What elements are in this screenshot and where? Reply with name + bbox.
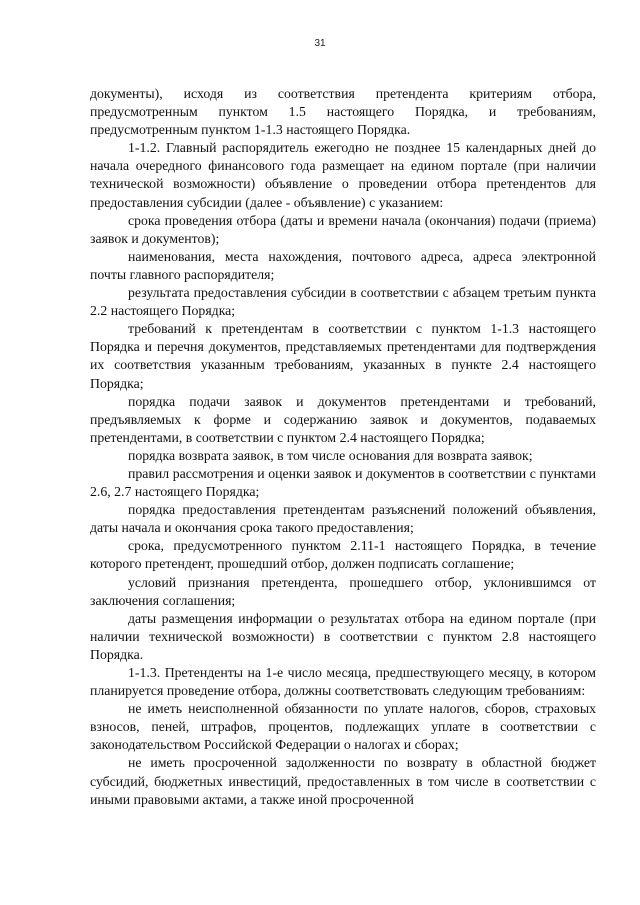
paragraph: правил рассмотрения и оценки заявок и документов в соответствии с пунктами 2.6, 2.7 настоящего Порядка; xyxy=(90,465,596,500)
paragraph: документы), исходя из соответствия претендента критериям отбора, предусмотренным пунктом 1.5 настоящего Порядка, и требованиям, предусмотренным пунктом 1-1.3 настоящего Порядка. xyxy=(90,86,596,138)
paragraph: не иметь просроченной задолженности по возврату в областной бюджет субсидий, бюджетных инвестиций, предоставленных в том числе в соответствии с иными правовыми актами, а также иной просроченной xyxy=(90,755,596,807)
paragraph: даты размещения информации о результатах отбора на едином портале (при наличии технической возможности) в соответствии с пунктом 2.8 настоящего Порядка. xyxy=(90,610,596,662)
paragraph: срока проведения отбора (даты и времени начала (окончания) подачи (приема) заявок и документов); xyxy=(90,212,596,246)
paragraph: требований к претендентам в соответствии с пунктом 1-1.3 настоящего Порядка и перечня документов, представляемых претендентами для подтверждения их соответствия указанным требованиям, указанных в пункте 2.4 настоящего Порядка; xyxy=(90,321,596,391)
paragraph: не иметь неисполненной обязанности по уплате налогов, сборов, страховых взносов, пеней, штрафов, процентов, подлежащих уплате в соответствии с законодательством Российской Федерации о налогах и сборах; xyxy=(90,701,596,753)
paragraph: срока, предусмотренного пунктом 2.11-1 настоящего Порядка, в течение которого претендент, прошедший отбор, должен подписать соглашение; xyxy=(90,538,596,572)
paragraph: порядка предоставления претендентам разъяснений положений объявления, даты начала и окончания срока такого предоставления; xyxy=(90,502,596,536)
paragraph: 1-1.3. Претенденты на 1-е число месяца, предшествующего месяцу, в котором планируется проведение отбора, должны соответствовать следующим требованиям: xyxy=(90,665,596,699)
paragraph: результата предоставления субсидии в соответствии с абзацем третьим пункта 2.2 настоящего Порядка; xyxy=(90,285,596,319)
paragraph: наименования, места нахождения, почтового адреса, адреса электронной почты главного распорядителя; xyxy=(90,248,596,282)
paragraph: порядка возврата заявок, в том числе основания для возврата заявок; xyxy=(128,447,533,463)
document-body xyxy=(90,85,596,809)
paragraph: условий признания претендента, прошедшего отбор, уклонившимся от заключения соглашения; xyxy=(90,574,596,608)
paragraph: 1-1.2. Главный распорядитель ежегодно не позднее 15 календарных дней до начала очередного финансового года размещает на едином портале (при наличии технической возможности) объявление о проведении отбора претендентов для предоставления субсидии (далее - объявление) с указанием: xyxy=(90,140,596,210)
paragraph: порядка подачи заявок и документов претендентами и требований, предъявляемых к форме и содержанию заявок и документов, подаваемых претендентами, в соответствии с пунктом 2.4 настоящего Порядка; xyxy=(90,393,596,445)
page-number: 31 xyxy=(314,38,326,49)
